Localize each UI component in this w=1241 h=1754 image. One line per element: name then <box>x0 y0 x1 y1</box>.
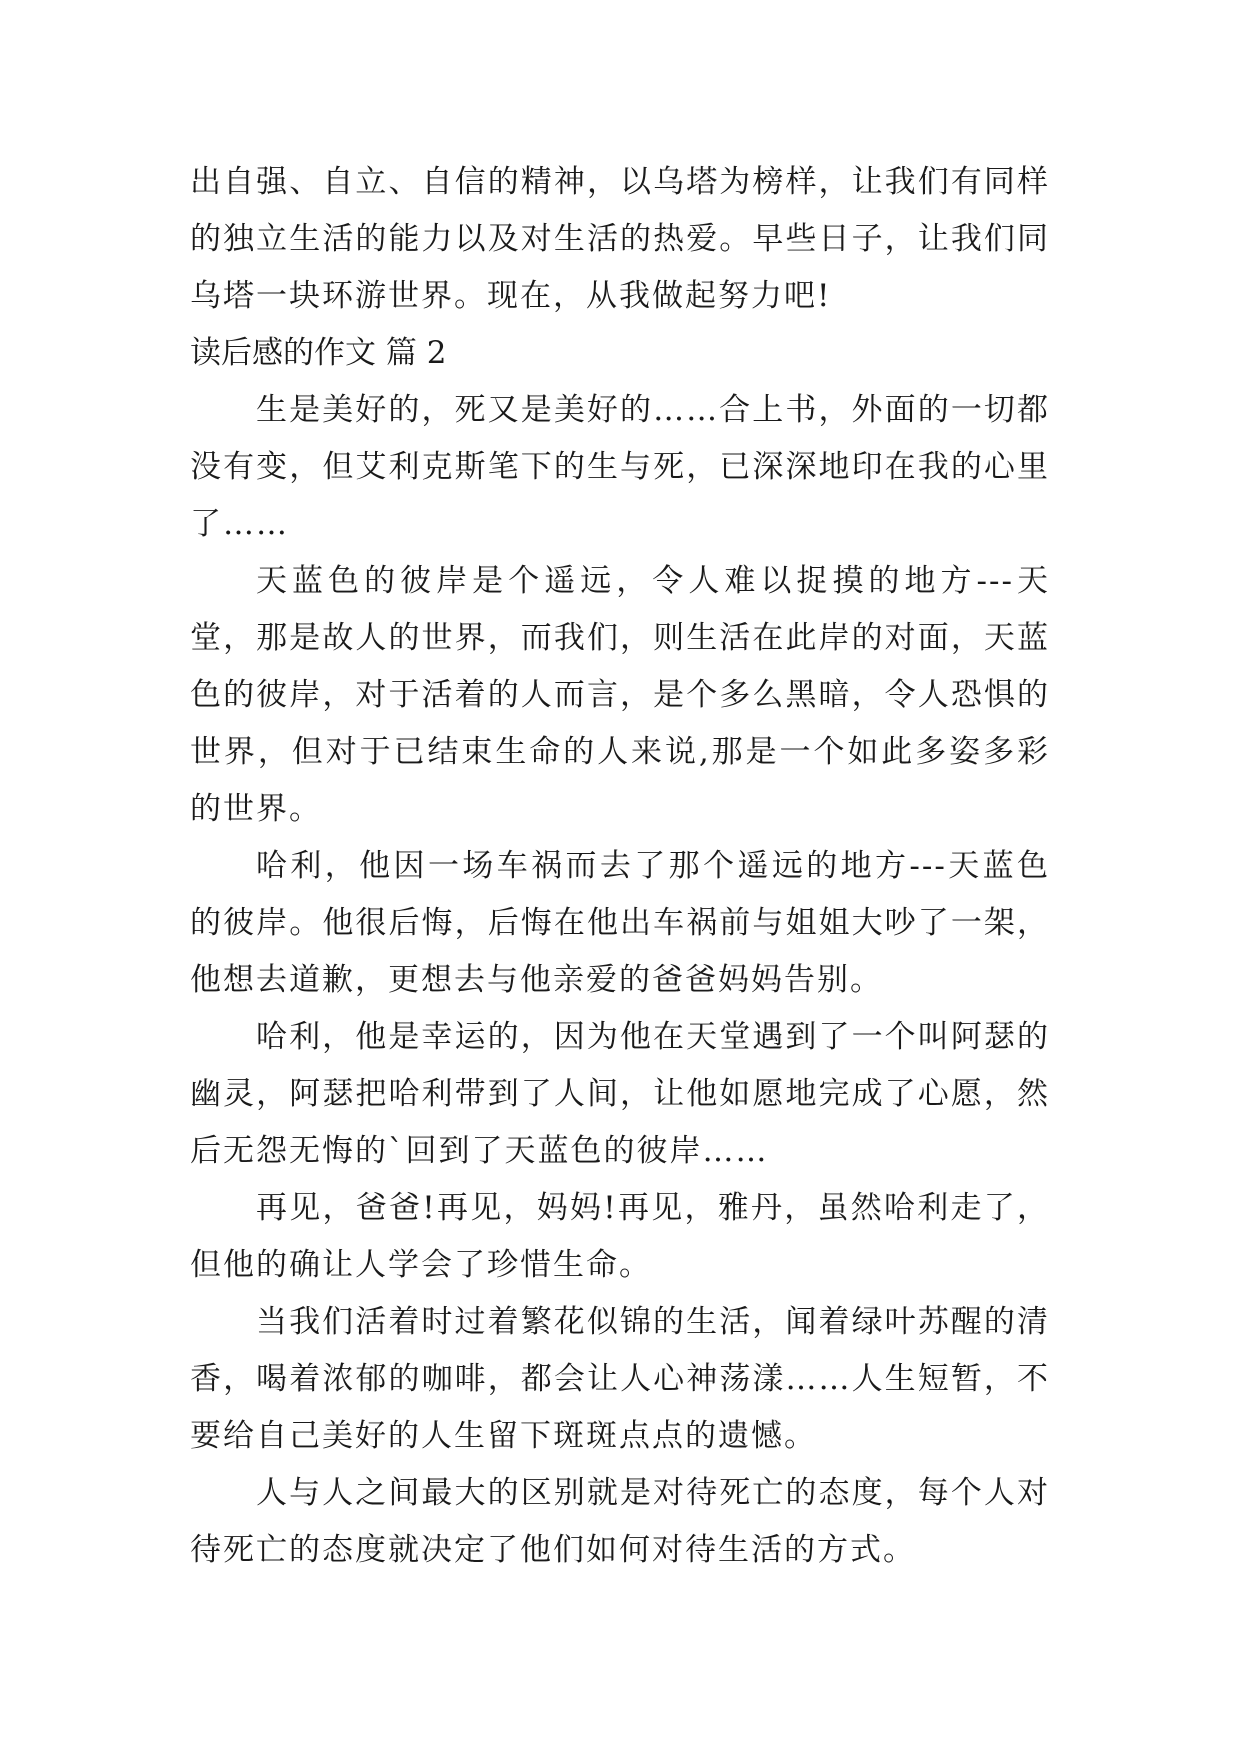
paragraph: 生是美好的，死又是美好的……合上书，外面的一切都没有变，但艾利克斯笔下的生与死，已深深地印在我的心里了…… <box>190 392 1050 542</box>
section-title: 读后感的作文 篇 2 <box>190 335 447 371</box>
paragraph: 天蓝色的彼岸是个遥远，令人难以捉摸的地方---天堂，那是故人的世界，而我们，则生活在此岸的对面，天蓝色的彼岸，对于活着的人而言，是个多么黑暗，令人恐惧的世界，但对于已结束生命的人来说,那是一个如此多姿多彩的世界。 <box>190 563 1050 827</box>
paragraph: 哈利，他因一场车祸而去了那个遥远的地方---天蓝色的彼岸。他很后悔，后悔在他出车祸前与姐姐大吵了一架，他想去道歉，更想去与他亲爱的爸爸妈妈告别。 <box>190 848 1050 998</box>
paragraph: 再见，爸爸!再见，妈妈!再见，雅丹，虽然哈利走了，但他的确让人学会了珍惜生命。 <box>190 1190 1050 1283</box>
paragraph: 当我们活着时过着繁花似锦的生活，闻着绿叶苏醒的清香，喝着浓郁的咖啡，都会让人心神荡漾……人生短暂，不要给自己美好的人生留下斑斑点点的遗憾。 <box>190 1304 1050 1454</box>
continuation-paragraph: 出自强、自立、自信的精神，以乌塔为榜样，让我们有同样的独立生活的能力以及对生活的热爱。早些日子，让我们同乌塔一块环游世界。现在，从我做起努力吧! <box>190 164 1050 314</box>
paragraph: 哈利，他是幸运的，因为他在天堂遇到了一个叫阿瑟的幽灵，阿瑟把哈利带到了人间，让他如愿地完成了心愿，然后无怨无悔的`回到了天蓝色的彼岸…… <box>190 1019 1050 1169</box>
document-body <box>190 154 1050 1579</box>
paragraph: 人与人之间最大的区别就是对待死亡的态度，每个人对待死亡的态度就决定了他们如何对待生活的方式。 <box>190 1475 1050 1568</box>
